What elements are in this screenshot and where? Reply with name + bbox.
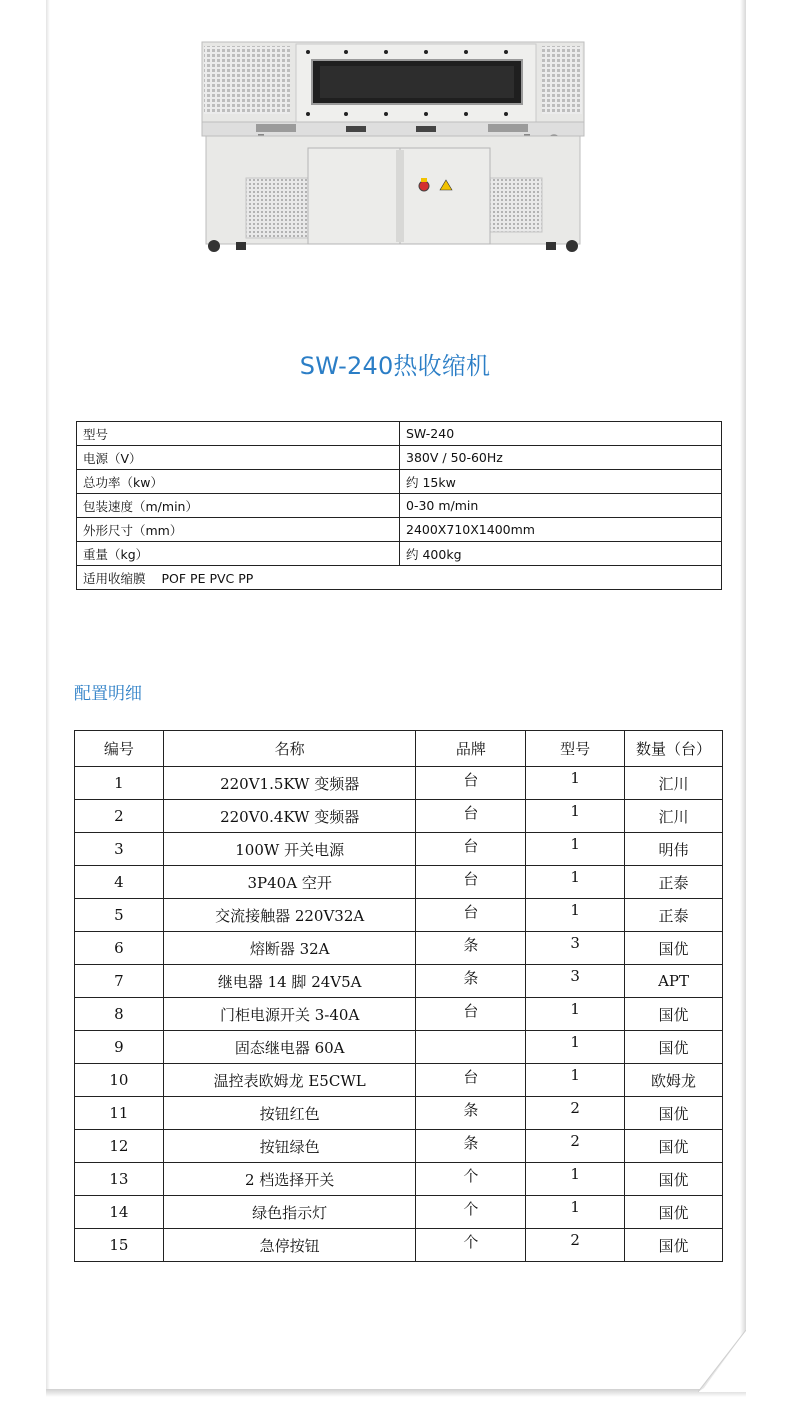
cell-qty: 1: [526, 1196, 625, 1229]
spec-label: 外形尺寸（mm）: [77, 518, 400, 542]
table-row: [75, 1130, 723, 1163]
cell-name: 熔断器 32A: [163, 932, 416, 965]
cell-name: 按钮红色: [163, 1097, 416, 1130]
cell-index: 4: [75, 866, 164, 899]
cell-qty: 1: [526, 767, 625, 800]
cell-unit: [416, 1031, 526, 1064]
spec-value: 2400X710X1400mm: [400, 518, 722, 542]
cell-unit: 个: [416, 1163, 526, 1196]
cell-brand: 国优: [625, 1130, 723, 1163]
table-row: [77, 566, 722, 590]
cell-index: 14: [75, 1196, 164, 1229]
table-row: [77, 446, 722, 470]
table-row: [77, 470, 722, 494]
cell-unit: 个: [416, 1229, 526, 1262]
cell-name: 100W 开关电源: [163, 833, 416, 866]
cell-qty: 2: [526, 1130, 625, 1163]
film-row: [77, 566, 722, 590]
cell-unit: 台: [416, 866, 526, 899]
spec-value: 0-30 m/min: [400, 494, 722, 518]
product-title: SW-240热收缩机: [299, 352, 491, 380]
cell-unit: 台: [416, 1064, 526, 1097]
cell-unit: 台: [416, 833, 526, 866]
cell-name: 固态继电器 60A: [163, 1031, 416, 1064]
spec-value: 约 15kw: [400, 470, 722, 494]
table-row: [77, 518, 722, 542]
page-bottom-edge: [46, 1389, 746, 1397]
cell-index: 13: [75, 1163, 164, 1196]
cell-brand: 国优: [625, 998, 723, 1031]
config-table: [74, 730, 723, 1262]
cell-brand: 国优: [625, 1031, 723, 1064]
table-row: [75, 767, 723, 800]
cell-name: 220V0.4KW 变频器: [163, 800, 416, 833]
cell-name: 温控表欧姆龙 E5CWL: [163, 1064, 416, 1097]
cell-name: 220V1.5KW 变频器: [163, 767, 416, 800]
cell-index: 11: [75, 1097, 164, 1130]
cell-index: 15: [75, 1229, 164, 1262]
cell-qty: 3: [526, 965, 625, 998]
cell-brand: 明伟: [625, 833, 723, 866]
column-header: 品牌: [416, 731, 526, 767]
table-row: [75, 932, 723, 965]
table-row: [77, 494, 722, 518]
table-row: [75, 965, 723, 998]
table-row: [75, 1229, 723, 1262]
cell-index: 12: [75, 1130, 164, 1163]
cell-qty: 2: [526, 1229, 625, 1262]
cell-name: 2 档选择开关: [163, 1163, 416, 1196]
spec-value: 约 400kg: [400, 542, 722, 566]
cell-unit: 个: [416, 1196, 526, 1229]
spec-label: 型号: [77, 422, 400, 446]
cell-qty: 3: [526, 932, 625, 965]
cell-brand: 国优: [625, 1163, 723, 1196]
cell-brand: APT: [625, 965, 723, 998]
table-row: [75, 800, 723, 833]
cell-unit: 台: [416, 767, 526, 800]
cell-brand: 国优: [625, 1229, 723, 1262]
cell-name: 急停按钮: [163, 1229, 416, 1262]
cell-name: 3P40A 空开: [163, 866, 416, 899]
cell-unit: 台: [416, 998, 526, 1031]
cell-index: 3: [75, 833, 164, 866]
film-label: 适用收缩膜: [83, 570, 146, 586]
cell-name: 继电器 14 脚 24V5A: [163, 965, 416, 998]
cell-qty: 1: [526, 1031, 625, 1064]
cell-unit: 条: [416, 1097, 526, 1130]
table-row: [75, 1097, 723, 1130]
cell-qty: 2: [526, 1097, 625, 1130]
cell-brand: 欧姆龙: [625, 1064, 723, 1097]
column-header: 型号: [526, 731, 625, 767]
cell-index: 8: [75, 998, 164, 1031]
product-machine-image: [196, 38, 588, 258]
table-row: [75, 833, 723, 866]
table-row: [75, 1031, 723, 1064]
cell-qty: 1: [526, 866, 625, 899]
cell-brand: 国优: [625, 1196, 723, 1229]
cell-name: 门柜电源开关 3-40A: [163, 998, 416, 1031]
table-row: [75, 866, 723, 899]
table-row: [75, 998, 723, 1031]
cell-name: 绿色指示灯: [163, 1196, 416, 1229]
table-row: [75, 899, 723, 932]
cell-index: 6: [75, 932, 164, 965]
cell-brand: 汇川: [625, 800, 723, 833]
config-section-title: 配置明细: [74, 684, 142, 704]
cell-index: 1: [75, 767, 164, 800]
cell-brand: 正泰: [625, 866, 723, 899]
cell-index: 10: [75, 1064, 164, 1097]
table-row: [77, 422, 722, 446]
cell-qty: 1: [526, 1163, 625, 1196]
spec-label: 总功率（kw）: [77, 470, 400, 494]
cell-unit: 条: [416, 1130, 526, 1163]
page-right-edge: [740, 0, 746, 1392]
cell-brand: 正泰: [625, 899, 723, 932]
cell-index: 2: [75, 800, 164, 833]
table-header-row: [75, 731, 723, 767]
film-value: POF PE PVC PP: [161, 570, 254, 586]
cell-index: 9: [75, 1031, 164, 1064]
spec-label: 包装速度（m/min）: [77, 494, 400, 518]
cell-unit: 条: [416, 932, 526, 965]
page-left-edge: [46, 0, 50, 1392]
spec-value: SW-240: [400, 422, 722, 446]
cell-brand: 国优: [625, 1097, 723, 1130]
cell-unit: 台: [416, 800, 526, 833]
cell-brand: 汇川: [625, 767, 723, 800]
table-row: [75, 1196, 723, 1229]
cell-index: 7: [75, 965, 164, 998]
cell-index: 5: [75, 899, 164, 932]
spec-label: 电源（V）: [77, 446, 400, 470]
cell-qty: 1: [526, 1064, 625, 1097]
spec-label: 重量（kg）: [77, 542, 400, 566]
table-row: [77, 542, 722, 566]
cell-qty: 1: [526, 899, 625, 932]
page-curl-corner: [698, 1330, 746, 1392]
cell-qty: 1: [526, 833, 625, 866]
cell-qty: 1: [526, 998, 625, 1031]
spec-table: [76, 421, 722, 590]
table-row: [75, 1064, 723, 1097]
cell-brand: 国优: [625, 932, 723, 965]
table-row: [75, 1163, 723, 1196]
column-header: 编号: [75, 731, 164, 767]
spec-value: 380V / 50-60Hz: [400, 446, 722, 470]
cell-name: 交流接触器 220V32A: [163, 899, 416, 932]
cell-unit: 条: [416, 965, 526, 998]
cell-name: 按钮绿色: [163, 1130, 416, 1163]
cell-qty: 1: [526, 800, 625, 833]
column-header: 数量（台）: [625, 731, 723, 767]
column-header: 名称: [163, 731, 416, 767]
cell-unit: 台: [416, 899, 526, 932]
